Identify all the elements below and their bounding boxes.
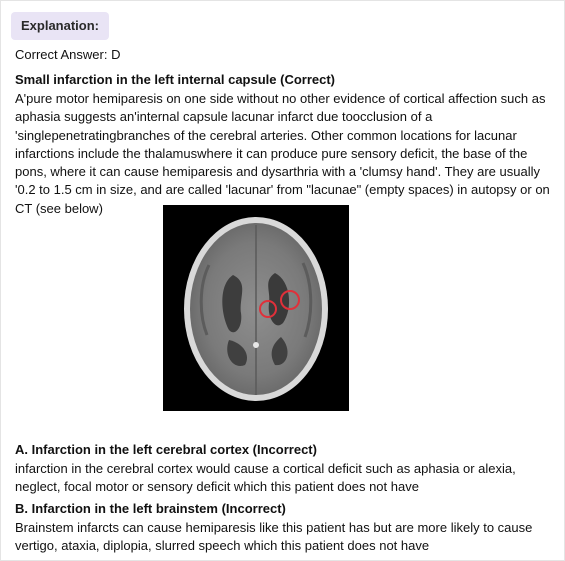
- ct-scan-graphic: [163, 205, 349, 411]
- ct-scan-image: [163, 205, 349, 411]
- option-a-title: A. Infarction in the left cerebral cortex (Incorrect): [15, 442, 317, 457]
- explanation-badge: Explanation:: [11, 12, 109, 40]
- calcification: [253, 342, 259, 348]
- explanation-paragraph: A'pure motor hemiparesis on one side without no other evidence of cortical affection such as aphasia suggests an'internal capsule lacunar infarct due toocclusion of a 'singlepenetratingbranches of the cerebral arteries. Other common locations for lacunar infarctions include the thalamuswhere it can produce pure sensory deficit, the base of the pons, where it can cause hemiparesis and dysarthria with a 'clumsy hand'. They are usually '0.2 to 1.5 cm in size, and are called 'lacunar' from "lacunae" (empty spaces) in autopsy or on CT (see below): [15, 91, 550, 216]
- option-a-text: infarction in the cerebral cortex would cause a cortical deficit such as aphasia or alexia, neglect, focal motor or sensory deficit which this patient does not have: [15, 461, 516, 495]
- option-b-title: B. Infarction in the left brainstem (Incorrect): [15, 501, 286, 516]
- option-b-text: Brainstem infarcts can cause hemiparesis like this patient has but are more likely to cause vertigo, ataxia, diplopia, slurred speech which this patient does not have: [15, 520, 533, 554]
- answer-title: Small infarction in the left internal capsule (Correct): [15, 72, 336, 87]
- correct-answer: Correct Answer: D: [15, 47, 121, 62]
